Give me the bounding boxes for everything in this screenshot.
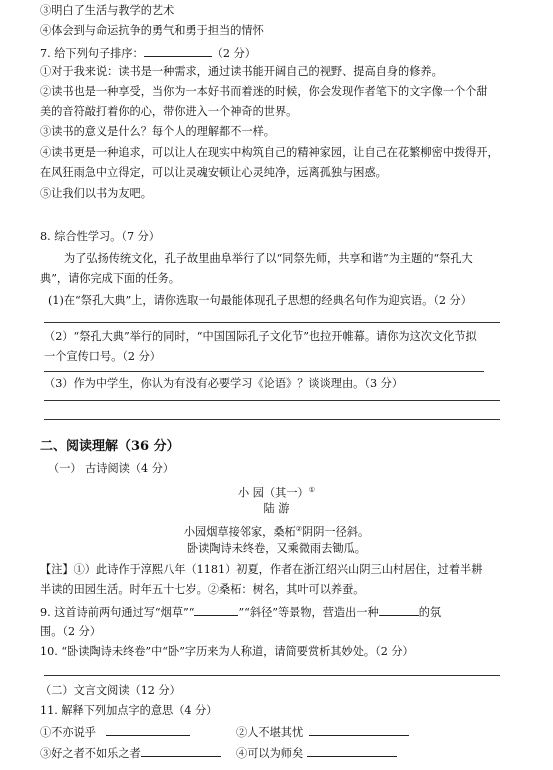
poem-line-1: 小园烟草接邻家，桑柘②阴阴一径斜。 [183, 525, 370, 539]
poem-title: 小 园（其一）① [238, 486, 315, 500]
classical-part-title: （二）文言文阅读（12 分） [40, 684, 181, 697]
q9-blank-1[interactable] [194, 604, 238, 616]
q11-item-1: ①不亦说乎 [40, 724, 190, 740]
q7-sentence-5: ⑤让我们以书为友吧。 [40, 187, 152, 200]
q6-option-4: ④体会到与命运抗争的勇气和勇于担当的情怀 [40, 24, 264, 37]
poem-line-note-mark: ② [295, 525, 303, 533]
q8-sub3-answer-line-2[interactable] [44, 419, 500, 420]
q7-sentence-2: ②读书也是一种享受，当你为一本好书而着迷的时候，你会发现作者笔下的文字像一个个甜 [40, 85, 488, 98]
q7-sentence-2-cont: 美的音符敲打着你的心，带你进入一个神奇的世界。 [40, 105, 298, 118]
poem-note-cont: 半读的田园生活。时年五十七岁。②桑柘：树名，其叶可以养蚕。 [40, 583, 365, 596]
q6-option-3: ③明白了生活与教学的艺术 [40, 4, 175, 17]
poetry-part-title: （一） 古诗阅读（4 分） [48, 462, 175, 475]
q8-sub2-cont: 一个宣传口号。（2 分） [44, 350, 161, 363]
q11-item-2-blank[interactable] [309, 724, 409, 736]
q8-sub2: （2）“祭孔大典”举行的同时，“中国国际孔子文化节”也拉开帷幕。请你为这次文化节拟 [44, 330, 477, 343]
q11-item-2: ②人不堪其忧 [236, 724, 409, 740]
q11-item-3: ③好之者不如乐之者 [40, 745, 221, 761]
poem-line-2: 卧读陶诗未终卷，又乘微雨去锄瓜。 [186, 542, 366, 555]
q8-stem: 8. 综合性学习。（7 分） [40, 230, 160, 243]
q9-blank-2[interactable] [379, 604, 419, 616]
q7-sentence-4-cont: 在风狂雨急中立得定，可以让灵魂安顿让心灵纯净，远离孤独与困惑。 [40, 166, 387, 179]
q7-answer-blank[interactable] [144, 45, 212, 57]
q8-sub3-answer-line-1[interactable] [44, 400, 500, 401]
q8-sub1-answer-line[interactable] [44, 322, 500, 323]
q8-sub1: (1)在“祭孔大典”上，请你选取一句最能体现孔子思想的经典名句作为迎宾语。（2 分） [48, 294, 472, 307]
q9-stem: 9. 这首诗前两句通过写“烟草”“ ”“斜径”等景物，营造出一种 的氛 [40, 606, 442, 619]
q8-intro-cont: 典”，请你完成下面的任务。 [40, 272, 180, 285]
q11-item-1-blank[interactable] [106, 724, 190, 736]
q8-sub3: （3）作为中学生，你认为有没有必要学习《论语》？谈谈理由。（3 分） [44, 377, 404, 390]
q7-sentence-1: ①对于我来说：读书是一种需求，通过读书能开阔自己的视野、提高自身的修养。 [40, 65, 443, 78]
section2-title: 二、阅读理解（36 分） [40, 439, 180, 454]
q8-sub2-answer-line[interactable] [44, 371, 484, 372]
q9-stem-cont: 围。（2 分） [40, 625, 102, 638]
poem-title-note-mark: ① [308, 486, 315, 494]
q11-item-3-blank[interactable] [141, 745, 221, 757]
q7-sentence-3: ③读书的意义是什么？每个人的理解都不一样。 [40, 125, 275, 138]
q11-item-4: ④可以为师矣 [236, 745, 397, 761]
q7-stem: 7. 给下列句子排序： （2 分） [40, 47, 256, 60]
q11-item-4-blank[interactable] [307, 745, 397, 757]
q7-sentence-4: ④读书更是一种追求，可以让人在现实中构筑自己的精神家园，让自己在花繁柳密中拨得开， [40, 146, 499, 159]
poem-author: 陆 游 [263, 502, 290, 515]
q10-stem: 10. “卧读陶诗未终卷”中“卧”字历来为人称道，请简要赏析其妙处。（2 分） [40, 645, 414, 658]
q10-answer-line[interactable] [44, 675, 500, 676]
poem-note: 【注】①）此诗作于淳熙八年（1181）初夏，作者在浙江绍兴山阴三山村居住，过着半耕 [40, 563, 483, 576]
q8-intro: 为了弘扬传统文化，孔子故里曲阜举行了以“同祭先师，共享和谐”为主题的“祭孔大 [64, 252, 473, 265]
q11-stem: 11. 解释下列加点字的意思（4 分） [40, 704, 218, 717]
